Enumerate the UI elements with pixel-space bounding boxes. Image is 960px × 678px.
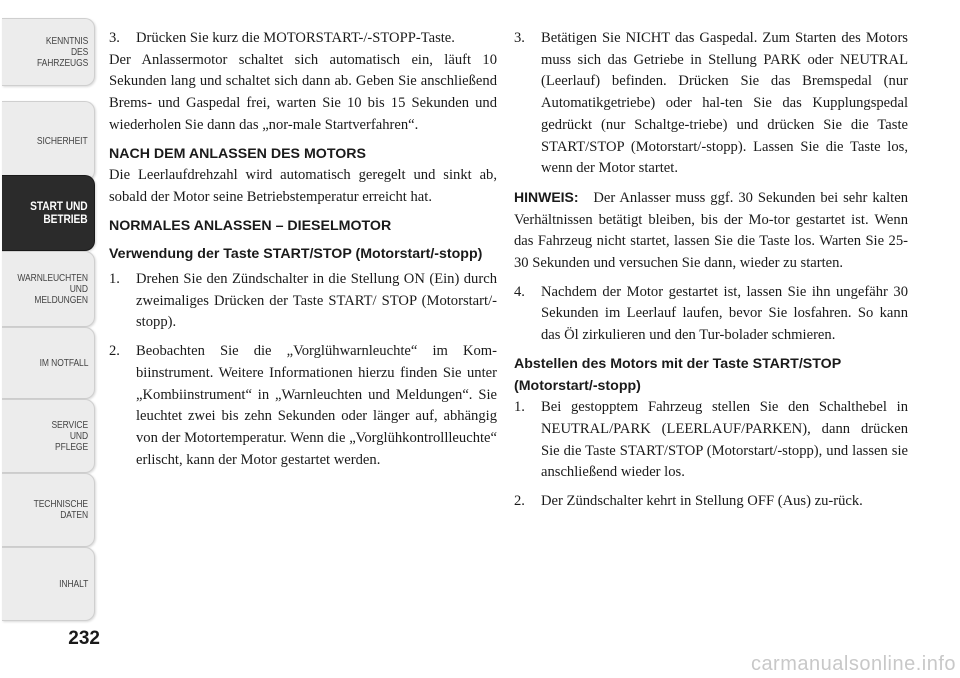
right-column — [514, 28, 908, 513]
chapter-sidebar — [0, 0, 100, 678]
tab-technische-daten[interactable] — [2, 473, 95, 547]
list-text: Bei gestopptem Fahrzeug stellen Sie den Schalthebel in NEUTRAL/PARK (LEERLAUF/PARKEN), dann drücken Sie die Taste START/STOP (Motorstart/-stopp), und lassen sie anschließend wieder los. — [541, 399, 908, 481]
list-number: 1. — [109, 271, 120, 288]
list-item — [109, 341, 497, 471]
watermark: carmanualsonline.info — [750, 653, 956, 675]
tab-warnleuchten-und-meldungen[interactable] — [2, 251, 95, 327]
list-text: Drehen Sie den Zündschalter in die Stellung ON (Ein) durch zweimaliges Drücken der Taste START/ STOP (Motorstart/-stopp). — [136, 271, 497, 331]
section-heading: NORMALES ANLASSEN – DIESELMOTOR — [109, 217, 392, 234]
subsection-heading: Abstellen des Motors mit der Taste START/STOP (Motorstart/-stopp) — [514, 355, 841, 394]
tab-kenntnis-des-fahrzeugs[interactable] — [2, 18, 95, 86]
list-item — [514, 491, 908, 513]
list-item — [514, 282, 908, 347]
note-text: Der Anlasser muss ggf. 30 Sekunden bei sehr kalten Verhältnissen betätigt bleiben, bis der Mo-tor gestartet ist. Wenn das Fahrzeug nicht startet, lassen Sie die Taste los. Warten Sie 25-30 Sekunden und versuchen Sie dann, wieder zu starten. — [514, 189, 908, 272]
note-label: HINWEIS: — [514, 188, 579, 205]
tab-sicherheit[interactable] — [2, 101, 95, 181]
list-text: Beobachten Sie die „Vorglühwarnleuchte“ im Kom-biinstrument. Weitere Informationen hierzu finden Sie unter „Kombiinstrument“ in „Warnleuchten und Meldungen“. Sie leuchtet zwei bis zehn Sekunden oder länger auf, abhängig von der Motortemperatur. Wenn die „Vorglühkontrollleuchte“ erlischt, kann der Motor gestartet werden. — [136, 343, 497, 468]
left-column — [109, 28, 497, 471]
tab-label: KENNTNIS DES FAHRZEUGS — [36, 35, 88, 69]
list-text: Drücken Sie kurz die MOTORSTART-/-STOPP-Taste. — [136, 30, 455, 46]
list-text: Betätigen Sie NICHT das Gaspedal. Zum Starten des Motors muss sich das Getriebe in Stellung PARK oder NEUTRAL (Leerlauf) befinden. Drücken Sie das Bremspedal (nur Automatikgetriebe) oder hal-ten Sie das Kupplungspedal gedrückt (nur Schaltge-triebe) und drücken Sie die Taste START/STOP (Motorstart/-stopp). Lassen Sie die Taste los, wenn der Motor startet. — [541, 30, 908, 177]
tab-inhalt[interactable] — [2, 547, 95, 621]
note-paragraph — [514, 187, 908, 275]
subsection-heading: Verwendung der Taste START/STOP (Motorstart/-stopp) — [109, 246, 483, 263]
tab-label: SICHERHEIT — [37, 135, 88, 147]
list-number: 2. — [514, 493, 525, 510]
tab-label: START UND BETRIEB — [30, 199, 88, 226]
paragraph: Die Leerlaufdrehzahl wird automatisch geregelt und sinkt ab, sobald der Motor seine Betriebstemperatur erreicht hat. — [109, 167, 497, 205]
tab-im-notfall[interactable] — [2, 327, 95, 399]
paragraph: Der Anlassermotor schaltet sich automatisch ein, läuft 10 Sekunden lang und schaltet sich dann ab. Geben Sie anschließend Brems- und Gaspedal frei, warten Sie 10 bis 15 Sekunden und wiederholen Sie dann das „nor-male Startverfahren“. — [109, 51, 497, 133]
section-heading: NACH DEM ANLASSEN DES MOTORS — [109, 145, 366, 162]
list-item — [109, 28, 497, 50]
tab-label: INHALT — [58, 578, 88, 590]
list-item — [514, 28, 908, 180]
list-text: Nachdem der Motor gestartet ist, lassen Sie ihn ungefähr 30 Sekunden im Leerlauf laufen, bevor Sie losfahren. So kann das Öl zirkulieren und den Tur-bolader schmieren. — [541, 283, 908, 344]
page-number: 232 — [68, 628, 100, 649]
tab-label: SERVICE UND PFLEGE — [51, 419, 88, 453]
list-item — [514, 397, 908, 484]
tab-label: WARNLEUCHTEN UND MELDUNGEN — [17, 272, 88, 306]
list-number: 1. — [514, 399, 525, 416]
list-item — [109, 269, 497, 334]
list-number: 2. — [109, 343, 120, 360]
tab-label: TECHNISCHE DATEN — [33, 499, 88, 521]
list-text: Der Zündschalter kehrt in Stellung OFF (Aus) zu-rück. — [541, 493, 863, 510]
list-number: 3. — [514, 30, 525, 46]
list-number: 3. — [109, 30, 120, 46]
tab-label: IM NOTFALL — [39, 357, 88, 369]
tab-service-und-pflege[interactable] — [2, 399, 95, 473]
list-number: 4. — [514, 283, 525, 300]
tab-start-und-betrieb[interactable] — [2, 175, 95, 251]
